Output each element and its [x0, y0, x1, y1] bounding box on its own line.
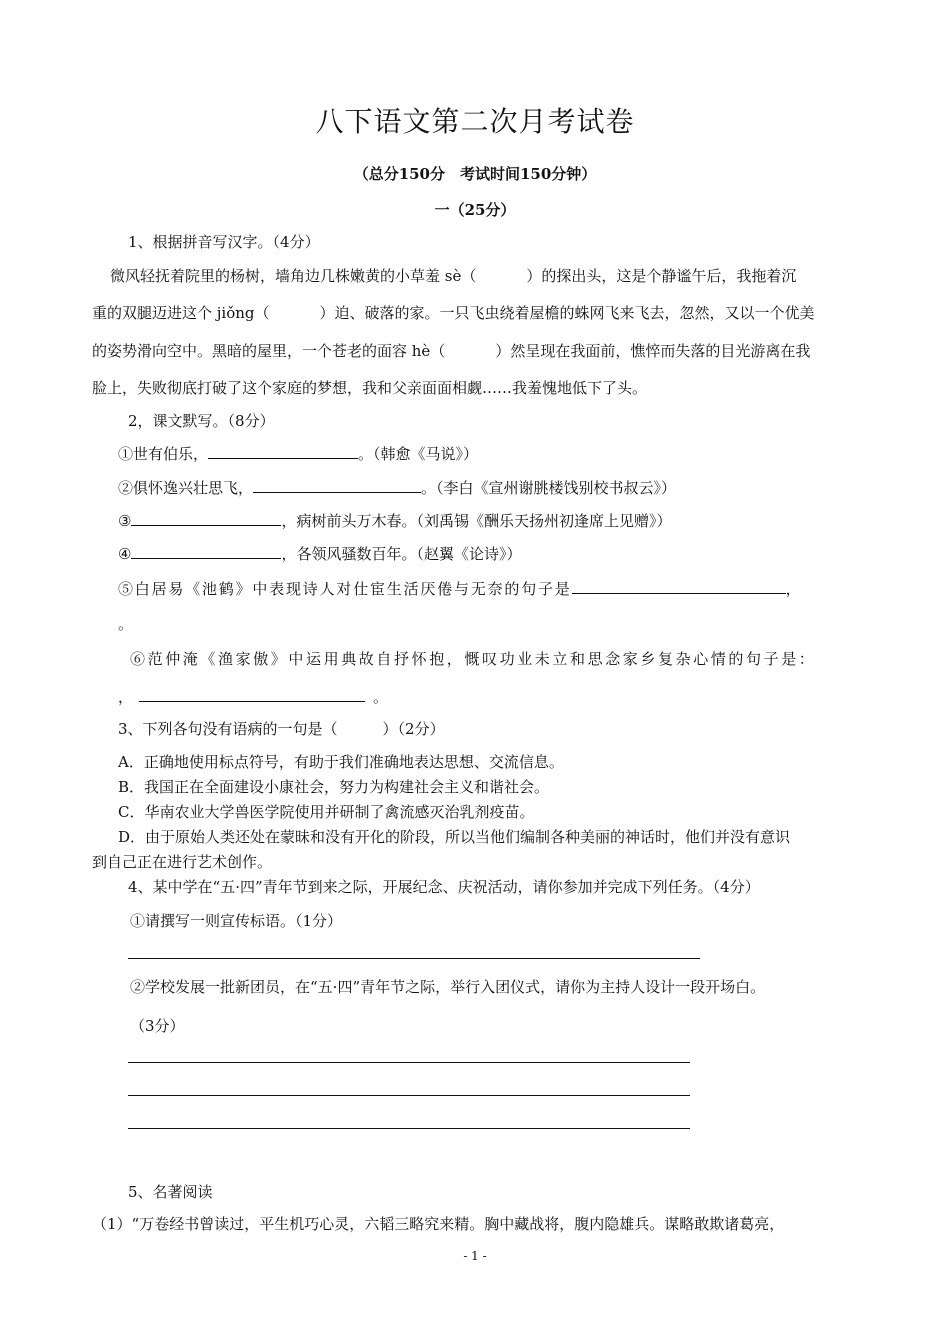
q2-item-5-end: 。: [118, 615, 134, 633]
exam-info: （总分150分 考试时间150分钟）: [353, 165, 597, 183]
page-number: - 1 -: [463, 1249, 487, 1263]
q1-line-2: [92, 302, 815, 323]
q2-item-2: [118, 477, 676, 498]
q2-item-4-text-a: ④: [118, 545, 132, 563]
q2-item-5: [118, 578, 802, 599]
q2-item-1-text-b: 。（韩愈《马说》）: [358, 445, 479, 463]
q4-task-2-score: （3分）: [130, 1017, 185, 1035]
q2-item-6-text-b: ，: [118, 688, 134, 706]
q1-line-4: 脸上，失败彻底打破了这个家庭的梦想，我和父亲面面相觑……我羞愧地低下了头。: [92, 379, 648, 397]
q5-passage: （1）“万卷经书曾读过，平生机巧心灵，六韬三略究来精。胸中藏战将，腹内隐雄兵。谋略敢欺诸葛亮，: [92, 1215, 785, 1233]
q2-item-4: [118, 543, 521, 564]
q4-task-2: ②学校发展一批新团员，在“五·四”青年节之际，举行入团仪式，请你为主持人设计一段开场白。: [130, 978, 766, 996]
answer-line[interactable]: [128, 1062, 690, 1063]
q2-item-1: [118, 443, 478, 464]
q2-item-4-text-b: ，各领风骚数百年。（赵翼《论诗》）: [281, 545, 522, 563]
q1-heading: 1、根据拼音写汉字。（4分）: [128, 233, 320, 251]
q1-line-3: [92, 340, 810, 361]
q2-heading: 2，课文默写。（8分）: [128, 412, 275, 430]
q1-line-1: [110, 265, 796, 286]
answer-blank[interactable]: [208, 444, 358, 459]
q2-item-5-text-b: ，: [785, 580, 803, 598]
answer-line[interactable]: [128, 958, 700, 959]
answer-blank[interactable]: [131, 544, 281, 559]
q2-item-3-text-a: ③: [118, 512, 132, 530]
q4-heading: 4、某中学在“五·四”青年节到来之际，开展纪念、庆祝活动，请你参加并完成下列任务。（4分）: [128, 878, 760, 896]
answer-blank[interactable]: [572, 579, 786, 594]
q1-line-1-text-a: 微风轻抚着院里的杨树，墙角边几株嫩黄的小草羞 sè（: [110, 267, 477, 285]
q3-option-d-cont: 到自己正在进行艺术创作。: [92, 853, 273, 871]
q3-option-c[interactable]: C．华南农业大学兽医学院使用并研制了禽流感灭治乳剂疫苗。: [118, 803, 535, 821]
q1-line-3-text-a: 的姿势滑向空中。黑暗的屋里，一个苍老的面容 hè（: [92, 342, 446, 360]
q2-item-2-text-a: ②俱怀逸兴壮思飞，: [118, 479, 254, 497]
q3-option-d[interactable]: D．由于原始人类还处在蒙昧和没有开化的阶段，所以当他们编制各种美丽的神话时，他们并没有意识: [118, 828, 791, 846]
q3-option-b[interactable]: B．我国正在全面建设小康社会，努力为构建社会主义和谐社会。: [118, 778, 550, 796]
q3-option-a[interactable]: A．正确地使用标点符号，有助于我们准确地表达思想、交流信息。: [118, 753, 564, 771]
q5-heading: 5、名著阅读: [128, 1183, 213, 1201]
q2-item-6-answer: [118, 686, 388, 707]
q3-heading: 3、下列各句没有语病的一句是（ ）（2分）: [118, 720, 445, 738]
q4-task-1: ①请撰写一则宣传标语。（1分）: [130, 912, 343, 930]
q2-item-3: [118, 510, 671, 531]
q1-line-3-text-b: ）然呈现在我面前，憔悴而失落的目光游离在我: [495, 342, 811, 360]
section-heading: 一（25分）: [434, 201, 516, 219]
q2-item-6-text-c: 。: [373, 688, 389, 706]
answer-blank[interactable]: [139, 687, 365, 702]
q2-item-6: ⑥范仲淹《渔家傲》中运用典故自抒怀抱，慨叹功业未立和思念家乡复杂心情的句子是：: [130, 650, 817, 668]
q1-line-1-text-b: ）的探出头，这是个静谧午后，我拖着沉: [526, 267, 797, 285]
q2-item-1-text-a: ①世有伯乐，: [118, 445, 209, 463]
q1-line-2-text-b: ）迫、破落的家。一只飞虫绕着屋檐的蛛网飞来飞去，忽然，又以一个优美: [319, 304, 815, 322]
answer-blank[interactable]: [131, 511, 281, 526]
q2-item-3-text-b: ，病树前头万木春。（刘禹锡《酬乐天扬州初逢席上见赠》）: [281, 512, 672, 530]
answer-blank[interactable]: [253, 478, 421, 493]
page-title: 八下语文第二次月考试卷: [315, 105, 635, 138]
answer-line[interactable]: [128, 1128, 690, 1129]
answer-line[interactable]: [128, 1095, 690, 1096]
q2-item-5-text-a: ⑤白居易《池鹤》中表现诗人对仕宦生活厌倦与无奈的句子是: [118, 580, 572, 598]
q1-line-2-text-a: 重的双腿迈进这个 jiǒng（: [92, 304, 270, 322]
q2-item-2-text-b: 。（李白《宣州谢朓楼饯别校书叔云》）: [421, 479, 677, 497]
